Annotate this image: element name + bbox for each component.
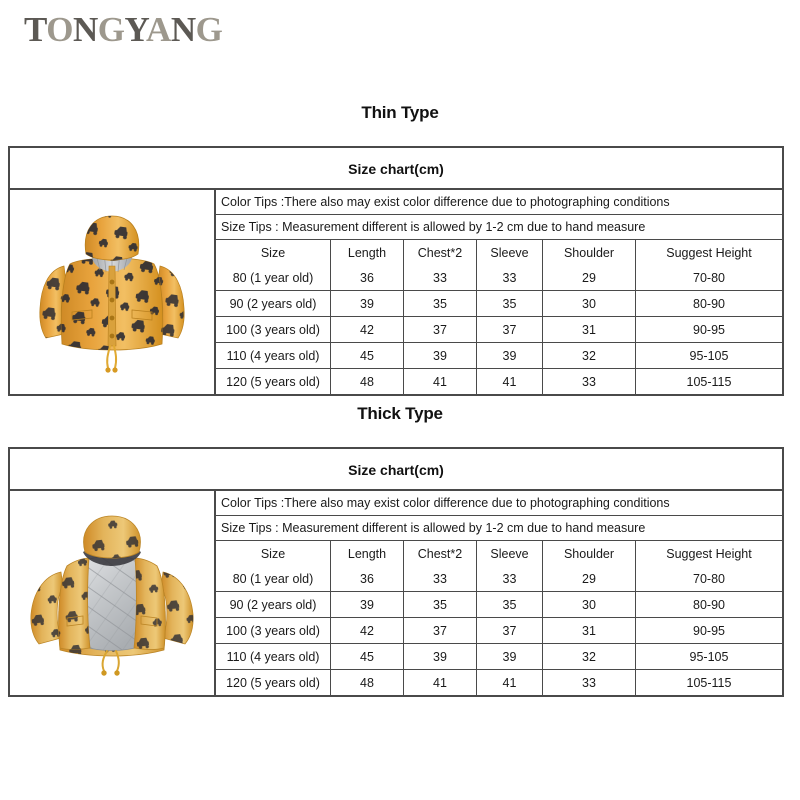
- cell-sleeve: 35: [477, 592, 543, 618]
- cell-size: 90 (2 years old): [216, 291, 331, 317]
- size-chart-heading-thick: Size chart(cm): [10, 449, 782, 491]
- cell-chest: 37: [404, 317, 477, 343]
- logo-letter-5: Y: [124, 10, 147, 49]
- cell-shoulder: 29: [543, 265, 636, 291]
- cell-sleeve: 37: [477, 317, 543, 343]
- cell-chest: 39: [404, 644, 477, 670]
- column-header-chest: Chest*2: [404, 240, 477, 265]
- section-title-thin: Thin Type: [361, 103, 439, 122]
- size-chart-body-thick: [10, 491, 782, 695]
- column-header-shoulder: Shoulder: [543, 240, 636, 265]
- table-header-row: [216, 541, 782, 566]
- cell-size: 110 (4 years old): [216, 343, 331, 369]
- cell-chest: 41: [404, 369, 477, 395]
- logo-letter-3: N: [72, 10, 98, 49]
- column-header-chest: Chest*2: [404, 541, 477, 566]
- column-header-length: Length: [331, 240, 404, 265]
- cell-sleeve: 35: [477, 291, 543, 317]
- table-row: [216, 265, 782, 291]
- cell-size: 110 (4 years old): [216, 644, 331, 670]
- cell-shoulder: 29: [543, 566, 636, 592]
- product-image-thin: [10, 190, 214, 394]
- info-cell-thin: [216, 190, 782, 394]
- cell-sleeve: 37: [477, 618, 543, 644]
- cell-chest: 39: [404, 343, 477, 369]
- cell-shoulder: 32: [543, 644, 636, 670]
- cell-size: 100 (3 years old): [216, 317, 331, 343]
- product-image-cell-thin: [10, 190, 216, 394]
- size-chart-block-thick: [8, 447, 784, 697]
- cell-chest: 33: [404, 265, 477, 291]
- cell-sleeve: 33: [477, 566, 543, 592]
- cell-height: 90-95: [636, 618, 783, 644]
- table-row: [216, 618, 782, 644]
- column-header-height: Suggest Height: [636, 240, 783, 265]
- table-row: [216, 343, 782, 369]
- cell-chest: 33: [404, 566, 477, 592]
- cell-shoulder: 31: [543, 317, 636, 343]
- cell-chest: 35: [404, 592, 477, 618]
- cell-length: 36: [331, 265, 404, 291]
- logo-letter-6: A: [146, 10, 171, 49]
- table-row: [216, 291, 782, 317]
- column-header-height: Suggest Height: [636, 541, 783, 566]
- table-row: [216, 670, 782, 696]
- cell-height: 95-105: [636, 644, 783, 670]
- cell-sleeve: 39: [477, 343, 543, 369]
- brand-logo: [24, 12, 222, 47]
- cell-length: 48: [331, 369, 404, 395]
- column-header-length: Length: [331, 541, 404, 566]
- cell-shoulder: 30: [543, 291, 636, 317]
- cell-length: 45: [331, 644, 404, 670]
- size-chart-body-thin: [10, 190, 782, 394]
- logo-letter-2: O: [46, 10, 73, 49]
- cell-height: 105-115: [636, 369, 783, 395]
- cell-sleeve: 41: [477, 369, 543, 395]
- info-cell-thick: [216, 491, 782, 695]
- cell-length: 42: [331, 317, 404, 343]
- jacket-closed-icon: [24, 208, 200, 376]
- column-header-shoulder: Shoulder: [543, 541, 636, 566]
- table-header-row: [216, 240, 782, 265]
- logo-letter-8: G: [195, 10, 223, 49]
- cell-size: 80 (1 year old): [216, 566, 331, 592]
- cell-length: 39: [331, 291, 404, 317]
- color-tip-thin: Color Tips :There also may exist color difference due to photographing conditions: [216, 190, 782, 215]
- table-row: [216, 317, 782, 343]
- column-header-size: Size: [216, 541, 331, 566]
- cell-shoulder: 33: [543, 670, 636, 696]
- color-tip-thick: Color Tips :There also may exist color difference due to photographing conditions: [216, 491, 782, 516]
- cell-chest: 37: [404, 618, 477, 644]
- cell-shoulder: 30: [543, 592, 636, 618]
- cell-length: 48: [331, 670, 404, 696]
- table-row: [216, 592, 782, 618]
- cell-height: 80-90: [636, 592, 783, 618]
- logo-letter-7: N: [170, 10, 196, 49]
- logo-letter-1: T: [24, 10, 47, 49]
- jacket-open-quilted-icon: [17, 508, 207, 678]
- cell-chest: 35: [404, 291, 477, 317]
- cell-shoulder: 33: [543, 369, 636, 395]
- cell-sleeve: 39: [477, 644, 543, 670]
- cell-height: 95-105: [636, 343, 783, 369]
- size-tip-thin: Size Tips : Measurement different is allowed by 1-2 cm due to hand measure: [216, 215, 782, 240]
- cell-height: 105-115: [636, 670, 783, 696]
- size-tip-thick: Size Tips : Measurement different is allowed by 1-2 cm due to hand measure: [216, 516, 782, 541]
- logo-letter-4: G: [97, 10, 125, 49]
- cell-length: 36: [331, 566, 404, 592]
- cell-size: 120 (5 years old): [216, 670, 331, 696]
- cell-size: 80 (1 year old): [216, 265, 331, 291]
- table-row: [216, 566, 782, 592]
- product-image-thick: [10, 491, 214, 695]
- table-row: [216, 644, 782, 670]
- size-chart-heading-thin: Size chart(cm): [10, 148, 782, 190]
- cell-size: 100 (3 years old): [216, 618, 331, 644]
- section-title-thick: Thick Type: [357, 404, 443, 423]
- cell-height: 90-95: [636, 317, 783, 343]
- cell-sleeve: 41: [477, 670, 543, 696]
- cell-chest: 41: [404, 670, 477, 696]
- cell-shoulder: 31: [543, 618, 636, 644]
- column-header-size: Size: [216, 240, 331, 265]
- cell-length: 45: [331, 343, 404, 369]
- cell-height: 80-90: [636, 291, 783, 317]
- product-image-cell-thick: [10, 491, 216, 695]
- cell-length: 42: [331, 618, 404, 644]
- cell-sleeve: 33: [477, 265, 543, 291]
- cell-length: 39: [331, 592, 404, 618]
- size-chart-block-thin: [8, 146, 784, 396]
- size-table-thin: [216, 240, 782, 394]
- cell-height: 70-80: [636, 566, 783, 592]
- cell-size: 120 (5 years old): [216, 369, 331, 395]
- column-header-sleeve: Sleeve: [477, 240, 543, 265]
- cell-height: 70-80: [636, 265, 783, 291]
- size-table-thick: [216, 541, 782, 695]
- cell-size: 90 (2 years old): [216, 592, 331, 618]
- cell-shoulder: 32: [543, 343, 636, 369]
- column-header-sleeve: Sleeve: [477, 541, 543, 566]
- table-row: [216, 369, 782, 395]
